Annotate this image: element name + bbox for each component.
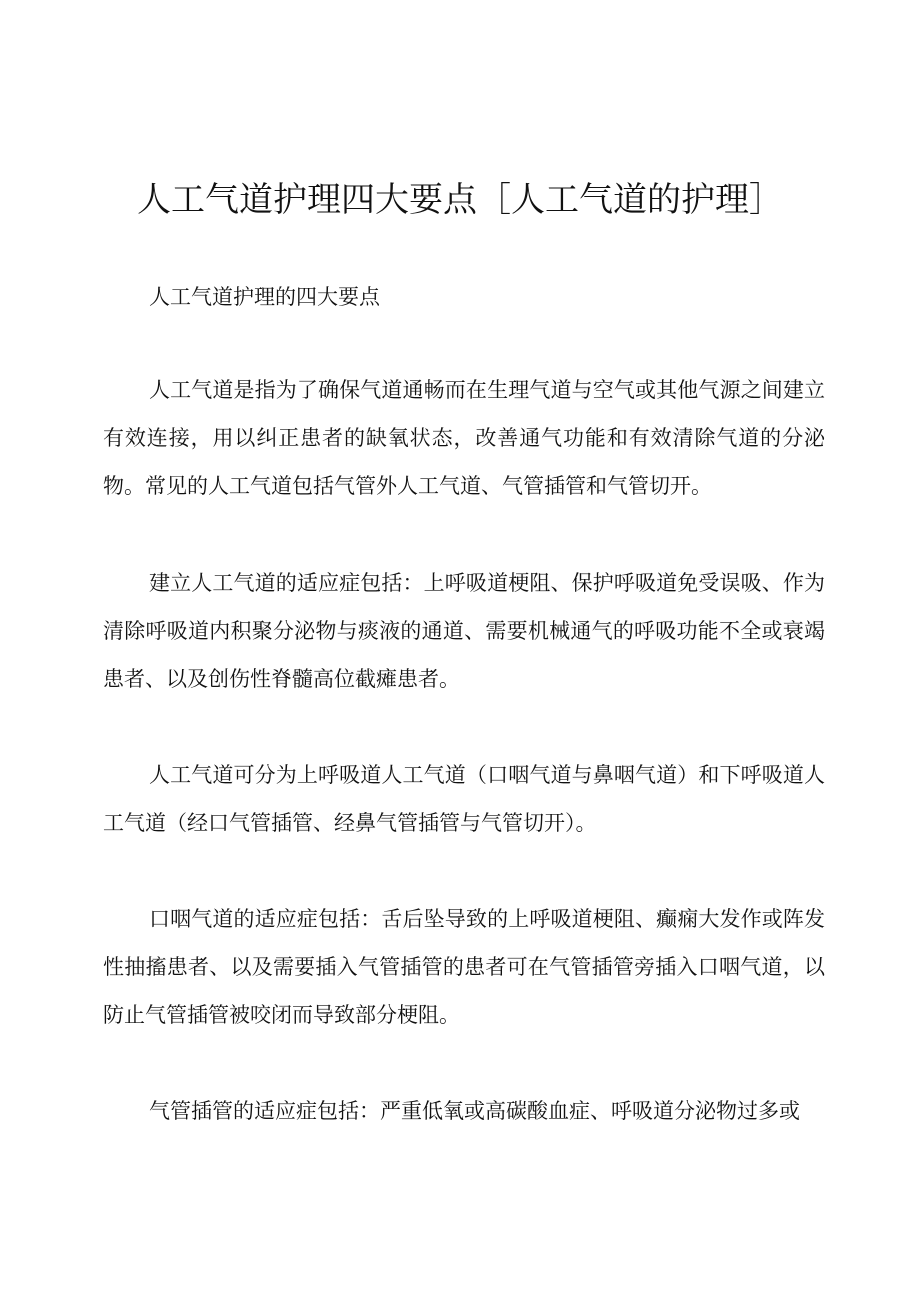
paragraph-subtitle: 人工气道护理的四大要点 xyxy=(149,285,380,309)
paragraph-intubation: 气管插管的适应症包括：严重低氧或高碳酸血症、呼吸道分泌物过多或 xyxy=(149,1099,800,1123)
paragraph-definition: 人工气道是指为了确保气道通畅而在生理气道与空气或其他气源之间建立有效连接，用以纠正患者的缺氧状态，改善通气功能和有效清除气道的分泌物。常见的人工气道包括气管外人工气道、气管插管和气管切开。 xyxy=(103,378,825,498)
paragraph-indications: 建立人工气道的适应症包括：上呼吸道梗阻、保护呼吸道免受误吸、作为清除呼吸道内积聚分泌物与痰液的通道、需要机械通气的呼吸功能不全或衰竭患者、以及创伤性脊髓高位截瘫患者。 xyxy=(103,571,825,691)
paragraph-classification: 人工气道可分为上呼吸道人工气道（口咽气道与鼻咽气道）和下呼吸道人工气道（经口气管插管、经鼻气管插管与气管切开）。 xyxy=(103,763,825,835)
document-title: 人工气道护理四大要点［人工气道的护理］ xyxy=(137,180,783,220)
paragraph-oropharyngeal: 口咽气道的适应症包括：舌后坠导致的上呼吸道梗阻、癫痫大发作或阵发性抽搐患者、以及需要插入气管插管的患者可在气管插管旁插入口咽气道，以防止气管插管被咬闭而导致部分梗阻。 xyxy=(103,907,825,1027)
